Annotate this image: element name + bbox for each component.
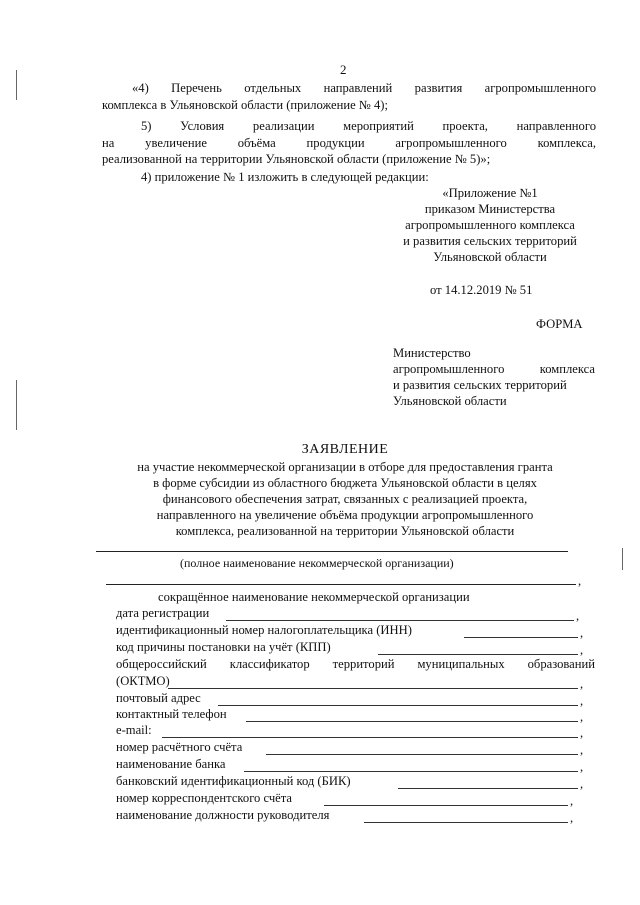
phone-field[interactable]	[246, 721, 578, 722]
oktmo-label-line2: (ОКТМО)	[116, 674, 170, 688]
comma-7: ,	[580, 710, 584, 724]
full-name-caption: (полное наименование некоммерческой организации)	[180, 556, 454, 570]
inn-label: идентификационный номер налогоплательщика (ИНН)	[116, 623, 412, 637]
bik-field[interactable]	[398, 788, 578, 789]
comma-1: ,	[578, 574, 582, 588]
amendment-item4-line1: «4) Перечень отдельных направлений развития агропромышленного	[132, 81, 596, 95]
statement-line5: комплекса, реализованной на территории Ульяновской области	[175, 524, 515, 538]
account-field[interactable]	[266, 754, 578, 755]
amendment-item4-line2: комплекса в Ульяновской области (приложение № 4);	[102, 98, 388, 112]
addressee-line2: агропромышленного комплекса	[393, 362, 595, 376]
bik-label: банковский идентификационный код (БИК)	[116, 774, 351, 788]
appendix-date: от 14.12.2019 № 51	[430, 283, 533, 297]
comma-2: ,	[576, 609, 580, 623]
inn-field[interactable]	[464, 637, 578, 638]
oktmo-label-line1: общероссийский классификатор территорий муниципальных образований	[116, 657, 595, 671]
comma-6: ,	[580, 694, 584, 708]
corr-account-field[interactable]	[324, 805, 568, 806]
bank-field[interactable]	[244, 771, 578, 772]
comma-13: ,	[570, 811, 574, 825]
page-number: 2	[340, 62, 347, 77]
corr-account-label: номер корреспондентского счёта	[116, 791, 293, 805]
amendment-item5-line2: на увеличение объёма продукции агропромышленного комплекса,	[102, 136, 596, 150]
oktmo-field[interactable]	[168, 688, 578, 689]
comma-8: ,	[580, 726, 584, 740]
scan-edge-mark	[16, 380, 17, 430]
addressee-line4: Ульяновской области	[393, 394, 507, 408]
comma-3: ,	[580, 626, 584, 640]
email-label: e-mail:	[116, 723, 152, 737]
statement-line1: на участие некоммерческой организации в отборе для предоставления гранта	[137, 460, 553, 474]
addressee-line1: Министерство	[393, 346, 471, 360]
postal-address-label: почтовый адрес	[116, 691, 201, 705]
reg-date-label: дата регистрации	[116, 606, 210, 620]
head-position-field[interactable]	[364, 822, 568, 823]
comma-9: ,	[580, 743, 584, 757]
comma-4: ,	[580, 643, 584, 657]
addressee-line3: и развития сельских территорий	[393, 378, 567, 392]
postal-address-field[interactable]	[218, 705, 578, 706]
appendix-line2: приказом Министерства	[424, 202, 556, 216]
statement-line3: финансового обеспечения затрат, связанных с реализацией проекта,	[162, 492, 528, 506]
scan-edge-mark	[16, 70, 17, 100]
head-position-label: наименование должности руководителя	[116, 808, 330, 822]
appendix-line3: агропромышленного комплекса	[405, 218, 575, 232]
reg-date-field[interactable]	[226, 620, 574, 621]
short-name-caption: сокращённое наименование некоммерческой организации	[158, 590, 470, 604]
comma-11: ,	[580, 777, 584, 791]
amendment-item5-line1: 5) Условия реализации мероприятий проекта, направленного	[141, 119, 596, 133]
comma-5: ,	[580, 677, 584, 691]
statement-line2: в форме субсидии из областного бюджета Ульяновской области в целях	[153, 476, 537, 490]
kpp-field[interactable]	[378, 654, 578, 655]
appendix-line5: Ульяновской области	[433, 250, 547, 264]
appendix-line4: и развития сельских территорий	[403, 234, 577, 248]
statement-line4: направленного на увеличение объёма продукции агропромышленного	[156, 508, 534, 522]
form-label: ФОРМА	[536, 317, 583, 331]
amendment-item5-line3: реализованной на территории Ульяновской области (приложение № 5)»;	[102, 152, 491, 166]
full-name-line2[interactable]	[106, 584, 576, 585]
phone-label: контактный телефон	[116, 707, 227, 721]
appendix-line1: «Приложение №1	[442, 186, 538, 200]
amendment-item4b-line: 4) приложение № 1 изложить в следующей редакции:	[141, 170, 429, 184]
email-field[interactable]	[162, 737, 578, 738]
statement-title: ЗАЯВЛЕНИЕ	[301, 442, 389, 457]
comma-12: ,	[570, 794, 574, 808]
account-label: номер расчётного счёта	[116, 740, 243, 754]
full-name-line[interactable]	[96, 551, 568, 552]
bank-label: наименование банка	[116, 757, 226, 771]
kpp-label: код причины постановки на учёт (КПП)	[116, 640, 331, 654]
scan-edge-mark	[622, 548, 623, 570]
comma-10: ,	[580, 760, 584, 774]
